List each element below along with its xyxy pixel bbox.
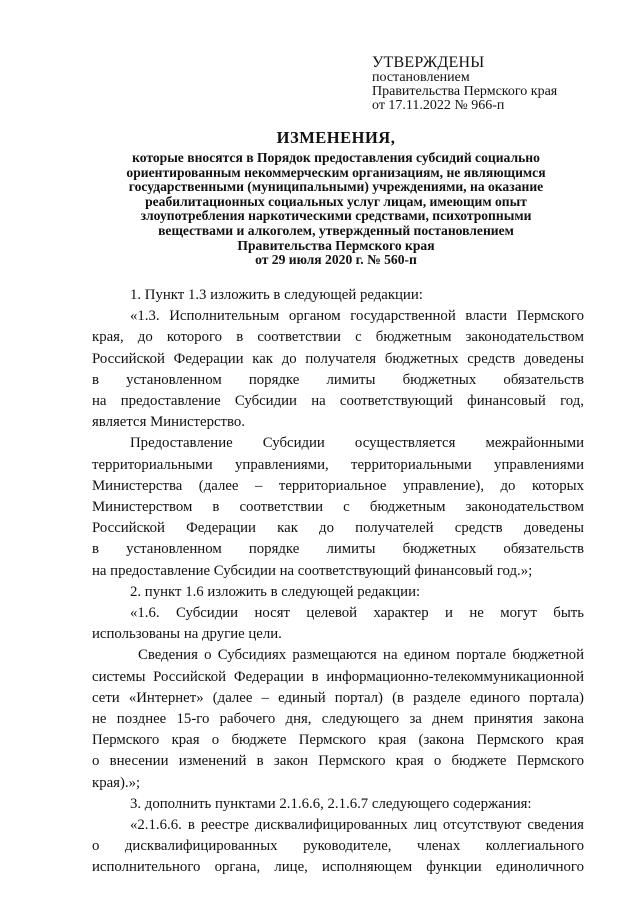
- text-line: Предоставление Субсидии осуществляется межрайонными: [130, 435, 584, 452]
- text-line: в установленном порядке лимиты бюджетных обязательств: [92, 541, 584, 558]
- heading-subtitle-line: государственными (муниципальными) учреждениями, на оказание: [128, 179, 544, 195]
- paragraph: [92, 433, 584, 581]
- approval-line: Правительства Пермского края: [372, 84, 558, 99]
- text-line: в установленном порядке лимиты бюджетных обязательств: [92, 371, 584, 388]
- text-line: Министерства (далее – территориальное управление), до которых: [92, 477, 584, 494]
- heading-subtitle-line: от 29 июля 2020 г. № 560-п: [255, 252, 417, 268]
- paragraph: 3. дополнить пунктами 2.1.6.6, 2.1.6.7 следующего содержания:: [130, 795, 532, 812]
- heading-subtitle-line: злоупотребления наркотическими средствами, психотропными: [140, 208, 532, 224]
- text-line: исполнительного органа, лице, исполняющем функции единоличного: [92, 859, 584, 876]
- text-line: на предоставление Субсидии на соответствующий финансовый год,: [92, 393, 584, 410]
- heading-subtitle-line: реабилитационных социальных услуг лицам, имеющим опыт: [145, 193, 527, 209]
- text-line: «2.1.6.6. в реестре дисквалифицированных лиц отсутствуют сведения: [130, 817, 584, 834]
- text-line: Пермского края о бюджете Пермского края (закона Пермского края: [92, 732, 584, 749]
- heading-subtitle-line: Правительства Пермского края: [237, 237, 435, 253]
- approval-title: УТВЕРЖДЕНЫ: [372, 54, 485, 71]
- text-line: о внесении изменений в закон Пермского края о бюджете Пермского: [92, 753, 584, 770]
- text-line: является Министерство.: [92, 414, 246, 431]
- text-line: Российской Федерации как до получателя бюджетных средств доведены: [92, 350, 584, 367]
- text-line: края, до которого в соответствии с бюджетным законодательством: [92, 329, 584, 346]
- text-line: сети «Интернет» (далее – единый портал) (в разделе единого портала): [92, 689, 584, 706]
- text-line: не позднее 15-го рабочего дня, следующего за днем принятия закона: [92, 711, 584, 728]
- heading-subtitle-line: которые вносятся в Порядок предоставления субсидий социально: [132, 150, 540, 165]
- text-line: на предоставление Субсидии на соответствующий финансовый год.»;: [92, 562, 533, 579]
- text-line: использованы на другие цели.: [92, 626, 282, 643]
- heading-title: ИЗМЕНЕНИЯ,: [276, 128, 396, 147]
- heading-subtitle: [90, 151, 582, 268]
- text-line: Сведения о Субсидиях размещаются на едином портале бюджетной: [138, 647, 584, 664]
- paragraph: [92, 645, 584, 793]
- text-line: территориальными управлениями, территориальными управлениями: [92, 456, 584, 473]
- paragraph: [92, 306, 584, 433]
- paragraph: 2. пункт 1.6 изложить в следующей редакции:: [130, 583, 421, 600]
- heading-subtitle-line: веществами и алкоголем, утвержденный постановлением: [158, 222, 514, 238]
- paragraph: [92, 815, 584, 879]
- text-line: Российской Федерации как до получателей средств доведены: [92, 520, 584, 537]
- approval-line: постановлением: [372, 70, 470, 85]
- approval-stamp: [372, 54, 612, 113]
- text-line: «1.6. Субсидии носят целевой характер и не могут быть: [130, 605, 584, 622]
- approval-line: от 17.11.2022 № 966-п: [372, 98, 505, 113]
- paragraph: 1. Пункт 1.3 изложить в следующей редакции:: [130, 287, 423, 303]
- text-line: края).»;: [92, 774, 141, 791]
- document-body: [92, 285, 584, 879]
- text-line: системы Российской Федерации в информационно-телекоммуникационной: [92, 668, 584, 685]
- text-line: о дисквалифицированных руководителе, членах коллегиального: [92, 838, 584, 855]
- text-line: Министерством в соответствии с бюджетным законодательством: [92, 499, 584, 516]
- paragraph: [92, 603, 584, 645]
- text-line: «1.3. Исполнительным органом государственной власти Пермского: [130, 308, 584, 325]
- heading-subtitle-line: ориентированным некоммерческим организациям, не являющимся: [126, 164, 546, 180]
